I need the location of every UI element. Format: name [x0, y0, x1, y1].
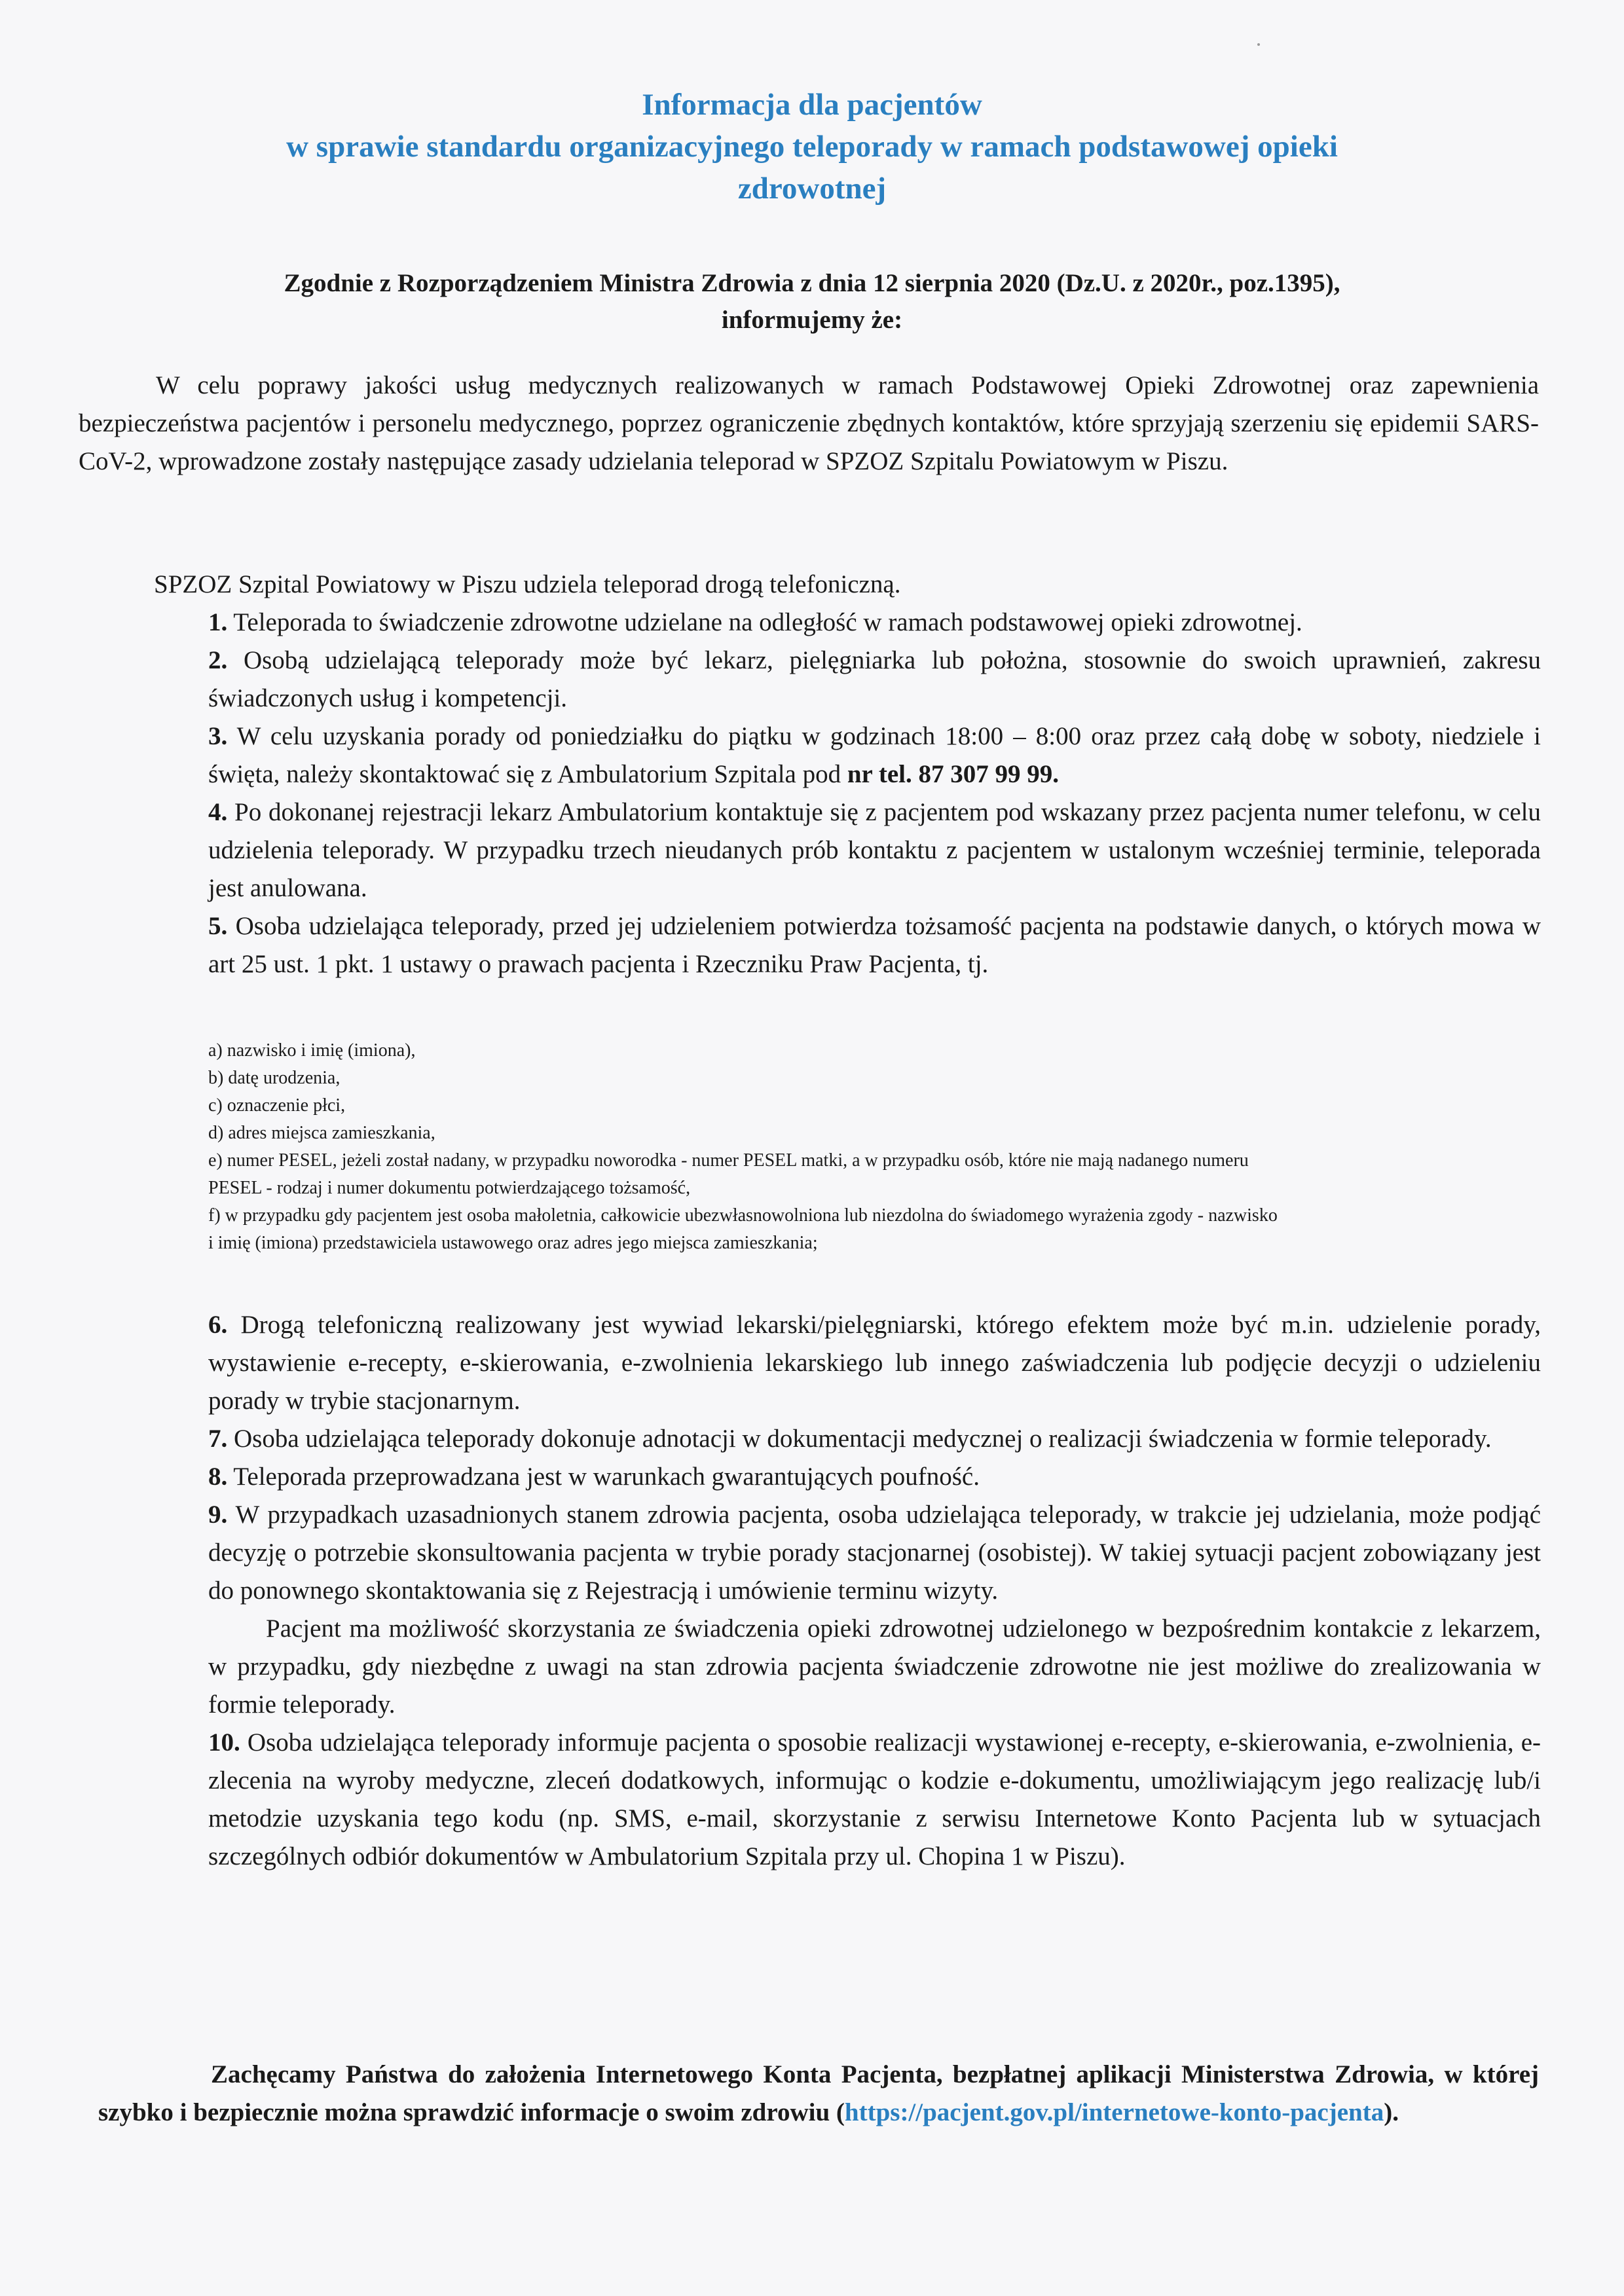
rule-item — [208, 1724, 1541, 1876]
identity-list-line: PESEL - rodzaj i numer dokumentu potwierdzającego tożsamość, — [208, 1178, 691, 1198]
intro-paragraph: W celu poprawy jakości usług medycznych realizowanych w ramach Podstawowej Opieki Zdrowotnej oraz zapewnienia bezpieczeństwa pacjentów i personelu medycznego, poprzez ograniczenie zbędnych kontaktów, które sprzyjają szerzeniu się epidemii SARS-CoV-2, wprowadzone zostały następujące zasady udzielania teleporad w SPZOZ Szpitalu Powiatowym w Piszu. — [79, 371, 1539, 475]
ikp-link[interactable]: https://pacjent.gov.pl/internetowe-konto-pacjenta — [844, 2098, 1384, 2126]
regulation-reference — [98, 265, 1526, 338]
rule-number: 5. — [208, 912, 228, 940]
rule-item — [208, 1420, 1541, 1458]
rule-number: 10. — [208, 1728, 240, 1757]
identity-data-list — [208, 1037, 1541, 1257]
rule-number: 7. — [208, 1425, 228, 1453]
identity-list-line: e) numer PESEL, jeżeli został nadany, w przypadku noworodka - numer PESEL matki, a w przypadku osób, które nie mają nadanego numeru — [208, 1150, 1249, 1171]
rule-number: 2. — [208, 646, 228, 674]
subtitle-line-1: Zgodnie z Rozporządzeniem Ministra Zdrowia z dnia 12 sierpnia 2020 (Dz.U. z 2020r., poz.1395), — [284, 269, 1340, 297]
subtitle-line-2: informujemy że: — [721, 306, 903, 334]
scan-speck — [1257, 43, 1260, 46]
rule-item — [208, 907, 1541, 983]
identity-list-line: a) nazwisko i imię (imiona), — [208, 1040, 416, 1061]
rule-text: Drogą telefoniczną realizowany jest wywiad lekarski/pielęgniarski, którego efektem może być m.in. udzielenie porady, wystawienie e-recepty, e-skierowania, e-zwolnienia lekarskiego lub innego zaświadczenia lub podjęcie decyzji o udzieleniu porady w trybie stacjonarnym. — [208, 1311, 1541, 1415]
document-title — [79, 84, 1545, 210]
lead-sentence: SPZOZ Szpital Powiatowy w Piszu udziela teleporad drogą telefoniczną. — [154, 570, 901, 598]
identity-list-line: i imię (imiona) przedstawiciela ustawowego oraz adres jego miejsca zamieszkania; — [208, 1233, 818, 1253]
identity-list-line: c) oznaczenie płci, — [208, 1095, 346, 1116]
rule-item — [208, 718, 1541, 793]
rule-number: 3. — [208, 722, 228, 750]
direct-contact-paragraph: Pacjent ma możliwość skorzystania ze świadczenia opieki zdrowotnej udzielonego w bezpośrednim kontakcie z lekarzem, w przypadku, gdy niezbędne z uwagi na stan zdrowia pacjenta świadczenie zdrowotne nie jest możliwe do zrealizowania w formie teleporady. — [208, 1614, 1541, 1719]
rule-number: 8. — [208, 1463, 228, 1491]
rule-text: Osoba udzielająca teleporady, przed jej udzieleniem potwierdza tożsamość pacjenta na podstawie danych, o których mowa w art 25 ust. 1 pkt. 1 ustawy o prawach pacjenta i Rzeczniku Praw Pacjenta, tj. — [208, 912, 1541, 978]
rule-item — [208, 793, 1541, 907]
rule-text: Osoba udzielająca teleporady informuje pacjenta o sposobie realizacji wystawionej e-recepty, e-skierowania, e-zwolnienia, e-zlecenia na wyroby medyczne, zleceń dodatkowych, informując o kodzie e-dokumentu, umożliwiającym jego realizację lub/i metodzie uzyskania tego kodu (np. SMS, e-mail, skorzystanie z serwisu Internetowe Konto Pacjenta lub w sytuacjach szczególnych odbiór dokumentów w Ambulatorium Szpitala przy ul. Chopina 1 w Piszu). — [208, 1728, 1541, 1870]
rule-item — [208, 1496, 1541, 1610]
identity-list-line: d) adres miejsca zamieszkania, — [208, 1123, 435, 1143]
rule-text: Osobą udzielającą teleporady może być lekarz, pielęgniarka lub położna, stosownie do swoich uprawnień, zakresu świadczonych usług i kompetencji. — [208, 646, 1541, 712]
title-line-1: Informacja dla pacjentów — [642, 88, 982, 122]
rule-item — [208, 604, 1541, 642]
rule-text: Teleporada to świadczenie zdrowotne udzielane na odległość w ramach podstawowej opieki zdrowotnej. — [227, 608, 1302, 636]
rule-item — [208, 1306, 1541, 1420]
identity-list-line: b) datę urodzenia, — [208, 1068, 341, 1088]
rules-list-part-1 — [208, 604, 1541, 983]
rule-text: W celu uzyskania porady od poniedziałku do piątku w godzinach 18:00 – 8:00 oraz przez całą dobę w soboty, niedziele i święta, należy skontaktować się z Ambulatorium Szpitala pod — [208, 722, 1541, 788]
title-line-3: zdrowotnej — [737, 172, 887, 206]
rule-text: Teleporada przeprowadzana jest w warunkach gwarantujących poufność. — [227, 1463, 980, 1491]
rule-item — [208, 1458, 1541, 1496]
closing-text: Zachęcamy Państwa do założenia Internetowego Konta Pacjenta, bezpłatnej aplikacji Ministerstwa Zdrowia, w której szybko i bezpiecznie można sprawdzić informacje o swoim zdrowiu ( — [98, 2060, 1539, 2126]
phone-number: nr tel. 87 307 99 99. — [847, 760, 1060, 788]
rule-text: Osoba udzielająca teleporady dokonuje adnotacji w dokumentacji medycznej o realizacji świadczenia w formie teleporady. — [227, 1425, 1492, 1453]
closing-paragraph — [98, 2056, 1539, 2132]
rule-item — [208, 642, 1541, 718]
identity-list-line: f) w przypadku gdy pacjentem jest osoba małoletnia, całkowicie ubezwłasnowolniona lub niezdolna do świadomego wyrażenia zgody - nazwisko — [208, 1205, 1278, 1226]
rule-number: 6. — [208, 1311, 228, 1339]
rule-text: Po dokonanej rejestracji lekarz Ambulatorium kontaktuje się z pacjentem pod wskazany przez pacjenta numer telefonu, w celu udzielenia teleporady. W przypadku trzech nieudanych prób kontaktu z pacjentem w ustalonym wcześniej terminie, teleporada jest anulowana. — [208, 798, 1541, 902]
rule-number: 4. — [208, 798, 228, 826]
rule-number: 1. — [208, 608, 228, 636]
title-line-2: w sprawie standardu organizacyjnego teleporady w ramach podstawowej opieki — [286, 130, 1338, 164]
rules-list-part-2 — [208, 1306, 1541, 1876]
closing-end: ). — [1384, 2098, 1399, 2126]
rule-text: W przypadkach uzasadnionych stanem zdrowia pacjenta, osoba udzielająca teleporady, w trakcie jej udzielania, może podjąć decyzję o potrzebie skonsultowania pacjenta w trybie porady stacjonarnej (osobistej). W takiej sytuacji pacjent zobowiązany jest do ponownego skontaktowania się z Rejestracją i umówienie terminu wizyty. — [208, 1501, 1541, 1605]
rule-number: 9. — [208, 1501, 228, 1529]
